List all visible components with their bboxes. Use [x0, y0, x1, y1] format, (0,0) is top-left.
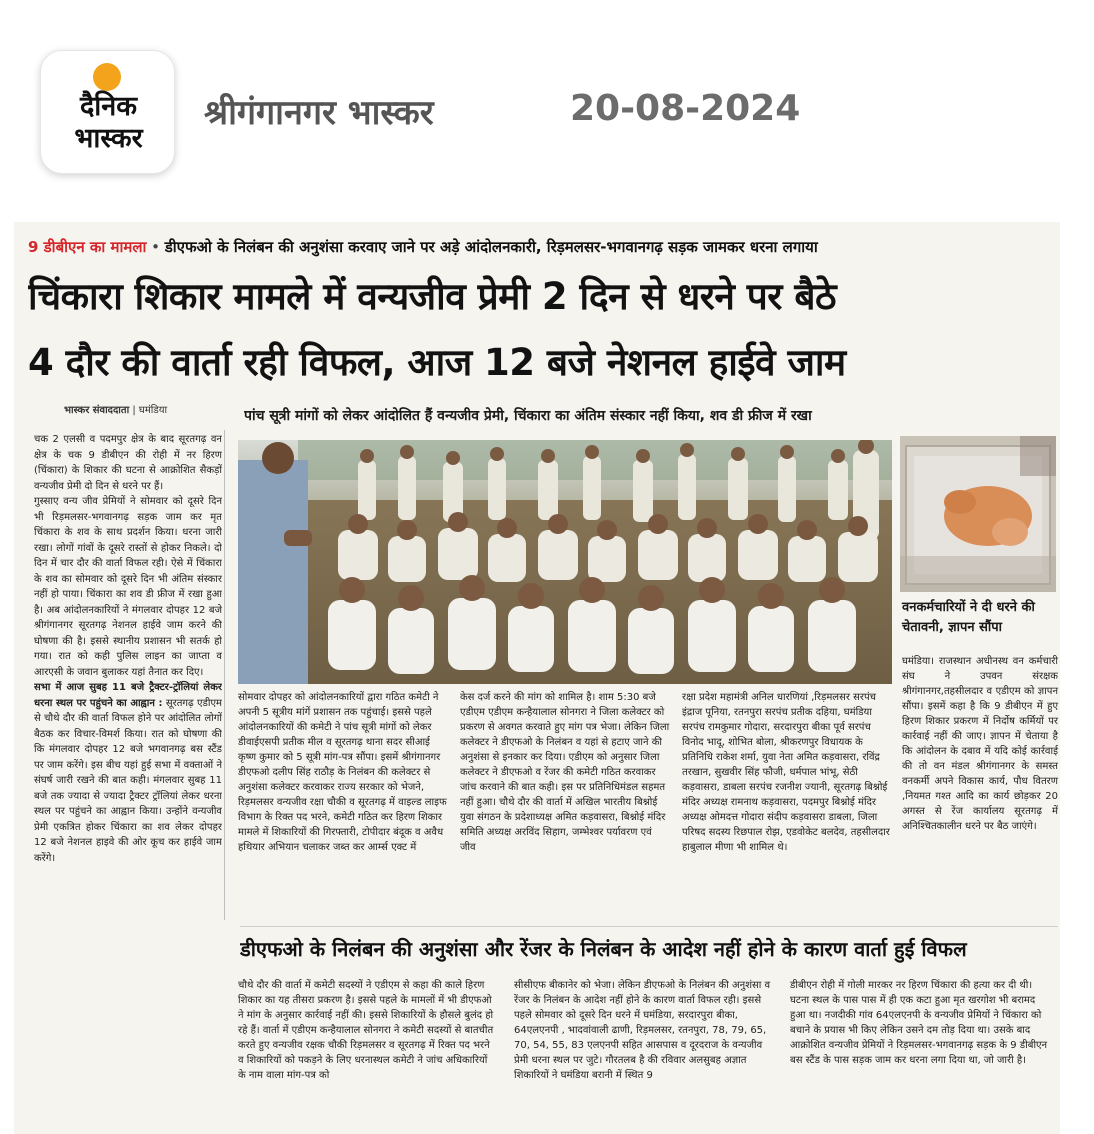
sun-icon	[93, 63, 121, 91]
left-paragraph-1: चक 2 एलसी व पदमपुर क्षेत्र के बाद सूरतगढ़ वन क्षेत्र के चक 9 डीबीएन की रोही में नर हिरण (चिंकारा) के शिकार की घटना से आक्रोशित सैकड़ों वन्यजीव प्रेमी दो दिन से धरने पर हैं।	[34, 434, 222, 492]
middle-column-1: सोमवार दोपहर को आंदोलनकारियों द्वारा गठित कमेटी ने अपनी 5 सूत्रीय मांगें प्रशासन तक पहुंचाई। इससे पहले आंदोलनकारियों की कमेटी ने पांच सूत्री मांगों को लेकर डीवाईएसपी प्रतीक मील व सूरतगढ़ थाना सदर सीआई कृष्ण कुमार को 5 सूत्री मांग-पत्र सौंपा। इसमें श्रीगंगानगर डीएफओ दलीप सिंह राठौड़ के निलंबन की कलेक्टर से अनुशंसा कलेक्टर करवाकर राज्य सरकार को भेजने, रिड़मलसर वन्यजीव रक्षा चौकी व सूरतगढ़ में वाइल्ड लाइफ विभाग के रिक्त पद भरने, कमेटी गठित कर हिरण शिकार मामले में शिकारियों की गिरफ्तारी, टोपीदार बंदूक व अवैध हथियार अभियान चलाकर जब्त कर आर्म्स एक्ट में	[238, 692, 447, 853]
logo-text-line2: भास्कर	[74, 123, 143, 154]
kicker-subtitle: डीएफओ के निलंबन की अनुशंसा करवाए जाने पर अड़े आंदोलनकारी, रिड़मलसर-भगवानगढ़ सड़क जामकर धरना लगाया	[164, 238, 818, 256]
headline-line-1: चिंकारा शिकार मामले में वन्यजीव प्रेमी 2 दिन से धरने पर बैठे	[28, 275, 836, 318]
column-divider	[224, 430, 225, 920]
sidebar-headline: वनकर्मचारियों ने दी धरने की चेतावनी, ज्ञापन सौंपा	[902, 600, 1035, 635]
sidebar-body: घमंडिया। राजस्थान अधीनस्थ वन कर्मचारी संघ ने उपवन संरक्षक श्रीगंगानगर,तहसीलदार व एडीएम को ज्ञापन सौंपा। इसमें कहा है कि 9 डीबीएन में हुए हिरण शिकार प्रकरण में निर्दोष कर्मियों पर कार्रवाई नहीं की जाए। ज्ञापन में चेताया है कि आंदोलन के दबाव में यदि कोई कार्रवाई की तो वन मंडल श्रीगंगानगर के समस्त वनकर्मी अपने विकास कार्य, पौध वितरण ,नियमत गश्त आदि का कार्य छोड़कर 20 अगस्त से रेंज कार्यालय सूरतगढ़ में अनिश्चितकालीन धरने पर बैठ जाएंगे।	[902, 656, 1058, 832]
bottom-column-3: डीबीएन रोही में गोली मारकर नर हिरण चिंकारा की हत्या कर दी थी। घटना स्थल के पास पास में ही एक कटा हुआ मृत खरगोश भी बरामद हुआ था। नजदीकी गांव 64एलएनपी के वन्यजीव प्रेमियों ने चिंकारा को बचाने के प्रयास भी किए लेकिन उसने दम तोड़ दिया था। उसके बाद आक्रोशित वन्यजीव प्रेमियों ने रिड़मलसर-भगवानगढ़ सड़क के 9 डीबीएन बस स्टैंड के पास सड़क जाम कर धरना लगा दिया था, जो जारी है।	[790, 980, 1048, 1066]
headline-line-2: 4 दौर की वार्ता रही विफल, आज 12 बजे नेशनल हाईवे जाम	[28, 341, 846, 384]
kicker-line	[28, 232, 1058, 262]
byline-place: घमंडिया	[138, 405, 168, 416]
byline: भास्कर संवाददाता | घमंडिया	[64, 405, 168, 416]
middle-column-3: रक्षा प्रदेश महामंत्री अनिल धारणियां ,रिड़मलसर सरपंच इंद्राज पूनिया, रतनपुरा सरपंच प्रतीक दहिया, घमंडिया सरपंच रामकुमार गोदारा, सरदारपुरा बीका पूर्व सरपंच विनोद भादू, शोभित बोला, श्रीकरणपुर विधायक के प्रतिनिधि राकेश शर्मा, युवा नेता अमित कड़वासरा, रविंद्र तरखान, सुखवीर सिंह फौजी, धर्मपाल भांभू, सेठी कड़वासरा, डाबला सरपंच रजनीश ज्यानी, सूरतगढ़ बिश्नोई मंदिर अध्यक्ष रामनाथ कड़वासरा, पदमपुर बिश्नोई मंदिर अध्यक्ष ओमदत्त गोदारा संदीप कड़वासरा डाबला, जिला परिषद सदस्य रिछपाल रोझ, एडवोकेट बलदेव, तहसीलदार हाबुलाल मीणा भी शामिल थे।	[682, 692, 890, 853]
bottom-column-1: चौथे दौर की वार्ता में कमेटी सदस्यों ने एडीएम से कहा की काले हिरण शिकार का यह तीसरा प्रकरण है। इससे पहले के मामलों में भी डीएफओ ने मांग के अनुसार कार्रवाई नहीं की। इससे शिकारियों के हौसले बुलंद हो रहे हैं। वार्ता में एडीएम कन्हैयालाल सोनगरा ने कमेटी सदस्यों से बातचीत करते हुए वन्यजीव रक्षक चौकी रिड़मलसर व सूरतगढ़ में रिक्त पद भरने व शिकारियों को पकड़ने के लिए धरनास्थल कमेटी ने जांच अधिकारियों के नाम वाला मांग-पत्र को	[238, 980, 494, 1081]
protest-crowd-photo	[238, 440, 892, 684]
middle-column-2: केस दर्ज करने की मांग को शामिल है। शाम 5:30 बजे एडीएम एडीएम कन्हैयालाल सोनगरा ने जिला कलेक्टर को प्रकरण से अवगत करवाते हुए मांग पत्र भेजा। लेकिन जिला कलेक्टर ने डीएफओ के निलंबन व यहां से हटाए जाने की अनुशंसा से इनकार कर दिया। एडीएम को अनुसार जिला कलेक्टर ने डीएफओ व रेंजर की कमेटी गठित करवाकर जांच करवाने की बात कही। इस पर प्रतिनिधिमंडल सहमत नहीं हुआ। चौथे दौर की वार्ता में अखिल भारतीय बिश्नोई युवा संगठन के प्रदेशाध्यक्ष अमित कड़वासरा, बिश्नोई मंदिर समिति अध्यक्ष अरविंद सिहाग, जम्भेश्वर पर्यावरण एवं जीव	[460, 692, 670, 853]
left-paragraph-3-lead: सभा में आज सुबह 11 बजे ट्रैक्टर-ट्रॉलियां लेकर धरना स्थल पर पहुंचने का आह्वान :	[34, 682, 222, 709]
chinkara-carcass-photo	[900, 436, 1056, 592]
edition-title: श्रीगंगानगर भास्कर	[204, 93, 434, 133]
bottom-columns	[238, 978, 1058, 1128]
dainik-bhaskar-logo[interactable]	[40, 50, 175, 174]
middle-columns	[238, 690, 892, 918]
left-column	[34, 432, 222, 1132]
kicker-bullet: •	[146, 238, 165, 256]
app-header	[0, 0, 1094, 210]
left-paragraph-2: गुस्साए वन्य जीव प्रेमियों ने सोमवार को दूसरे दिन भी रिड़मलसर-भगवानगढ़ सड़क जाम कर मृत चिंकारा के शव के साथ प्रदर्शन किया। धरना जारी रखा। लोगों गांवों के दूसरे रास्तों से होकर निकले। दो दिन में चार दौर की वार्ता विफल रही। ऐसे में चिंकारा के शव का सोमवार को दूसरे दिन भी अंतिम संस्कार नहीं हो पाया। चिंकारा का शव डी फ्रीज में रखा हुआ है। अब आंदोलनकारियों ने मंगलवार दोपहर 12 बजे श्रीगंगानगर सूरतगढ़ नेशनल हाईवे जाम करने की घोषणा की है। इससे स्थानीय प्रशासन भी सतर्क हो गया। रात को कही पुलिस लाइन का जाप्ता व आरएसी के जवान बुलाकर यहां तैनात कर दिए।	[34, 496, 222, 678]
byline-source: भास्कर संवाददाता	[64, 405, 130, 416]
bottom-column-2: सीसीएफ बीकानेर को भेजा। लेकिन डीएफओ के निलंबन की अनुशंसा व रेंजर के निलंबन के आदेश नहीं होने के कारण वार्ता विफल रही। इससे पहले सोमवार को दूसरे दिन धरने में घमंडिया, सरदारपुरा बीका, 64एलएनपी , भादवांवाली ढाणी, रिड़मलसर, रतनपुरा, 78, 79, 65, 70, 54, 55, 83 एलएनपी सहित आसपास व दूरदराज के वन्यजीव प्रेमी धरना स्थल पर जुटे। गौरतलब है की रविवार अलसुबह अज्ञात शिकारियों ने घमंडिया बरानी में स्थित 9	[514, 980, 771, 1081]
news-clipping	[14, 222, 1060, 1134]
section-subheadline: डीएफओ के निलंबन की अनुशंसा और रेंजर के निलंबन के आदेश नहीं होने के कारण वार्ता हुई विफल	[240, 926, 1058, 970]
left-paragraph-3	[34, 680, 222, 866]
left-paragraph-3-body: सूरतगढ़ एडीएम से चौथे दौर की वार्ता विफल होने पर आंदोलित लोगों बैठक कर विचार-विमर्श किया। रात को घोषणा की कि मंगलवार दोपहर 12 बजे भगवानगढ़ बस स्टैंड पर जाम करेंगे। इस बीच यहां हुई सभा में वक्ताओं ने संघर्ष जारी रखने की बात कही। मंगलवार सुबह 11 बजे तक ज्यादा से ज्यादा ट्रैक्टर ट्रॉलियां लेकर धरना स्थल पर पहुंचने का आह्वान किया। उन्होंने वन्यजीव प्रेमी एकत्रित होकर चिंकारा का शव लेकर दोपहर 12 बजे नेशनल हाइवे की ओर कूच कर हाईवे जाम करेंगे।	[34, 697, 222, 864]
edition-date: 20-08-2024	[570, 88, 801, 129]
kicker-tag: 9 डीबीएन का मामला	[28, 238, 147, 256]
deck-subheadline: पांच सूत्री मांगों को लेकर आंदोलित हैं वन्यजीव प्रेमी, चिंकारा का अंतिम संस्कार नहीं किया, शव डी फ्रीज में रखा	[244, 408, 812, 424]
logo-text-line1: दैनिक	[79, 91, 138, 122]
